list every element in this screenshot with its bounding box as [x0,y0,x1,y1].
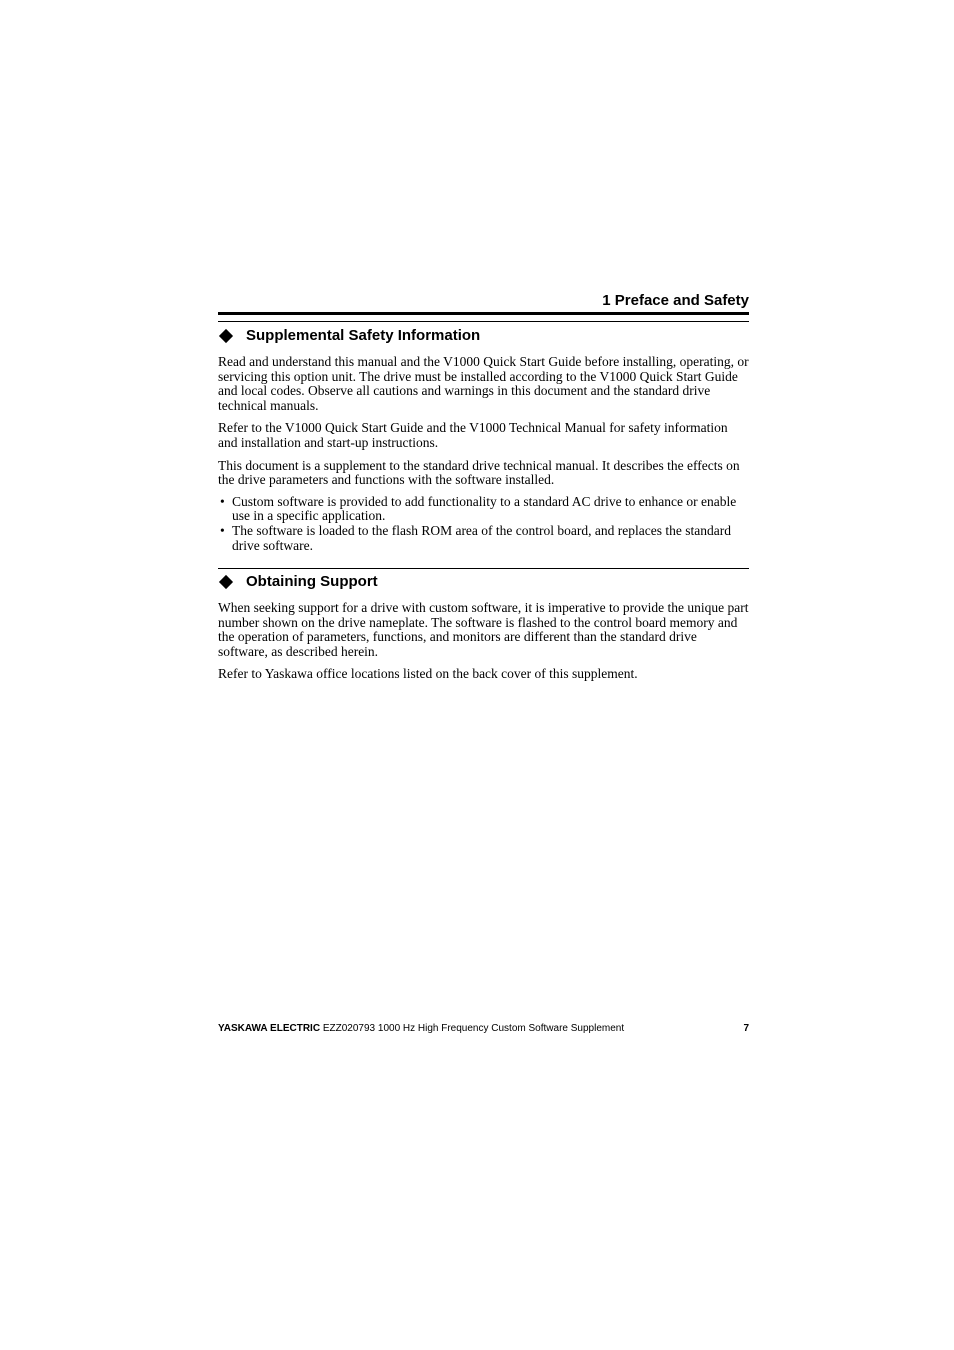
diamond-bullet-icon [219,574,233,588]
paragraph: Read and understand this manual and the V1000 Quick Start Guide before installing, operating, or servicing this option unit. The drive must be installed according to the V1000 Quick Start Guide and local codes. Observe all cautions and warnings in this document and the standard drive technical manuals. [218,354,749,413]
list-item [218,524,749,553]
list-item-text: Custom software is provided to add functionality to a standard AC drive to enhance or enable use in a specific application. [232,493,737,524]
section-body-support [218,601,749,690]
paragraph: Refer to Yaskawa office locations listed on the back cover of this supplement. [218,666,638,682]
section-heading-support [218,572,749,591]
footer-brand: YASKAWA ELECTRIC [218,1023,321,1034]
paragraph: When seeking support for a drive with custom software, it is imperative to provide the unique part number shown on the drive nameplate. The software is flashed to the control board memory and the operation of parameters, functions, and monitors are different than the standard drive software, as described herein. [218,600,749,659]
list-item-text: The software is loaded to the flash ROM area of the control board, and replaces the standard drive software. [232,522,731,553]
list-item [218,495,749,524]
bullet-dot: • [220,493,225,509]
section-heading-safety [218,326,749,345]
page-footer [218,1023,749,1035]
header-rule [218,312,749,315]
bullet-dot: • [220,522,225,538]
paragraph: This document is a supplement to the standard drive technical manual. It describes the effects on the drive parameters and functions with the software installed. [218,457,740,488]
chapter-header: 1 Preface and Safety [602,292,749,309]
footer-document-title: EZZ020793 1000 Hz High Frequency Custom Software Supplement [322,1023,625,1034]
section-rule [218,568,749,569]
paragraph: Refer to the V1000 Quick Start Guide and the V1000 Technical Manual for safety information and installation and start-up instructions. [218,420,728,450]
document-page [218,0,749,1350]
diamond-bullet-icon [219,328,233,342]
bullet-list [218,495,749,553]
section-body-safety [218,355,749,553]
section-rule [218,321,749,322]
section-title: Obtaining Support [246,573,378,590]
page-number: 7 [743,1023,749,1034]
section-title: Supplemental Safety Information [246,327,481,344]
